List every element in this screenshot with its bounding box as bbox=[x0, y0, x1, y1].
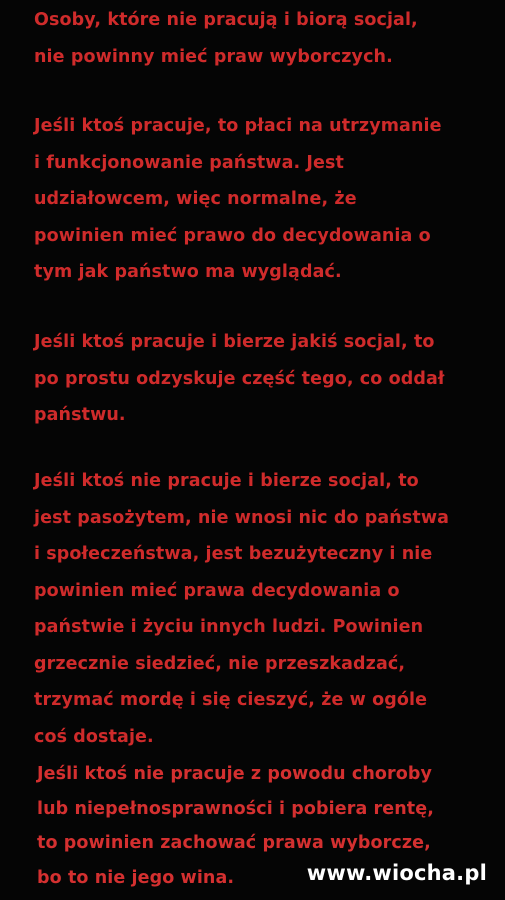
text-line: Jeśli ktoś pracuje, to płaci na utrzymanie bbox=[34, 116, 442, 136]
text-line: Osoby, które nie pracują i biorą socjal, bbox=[34, 10, 418, 30]
text-line: nie powinny mieć praw wyborczych. bbox=[34, 46, 393, 67]
paragraph-not-working-benefits bbox=[34, 463, 449, 755]
text-line: Jeśli ktoś pracuje i bierze jakiś socjal, to bbox=[34, 332, 435, 352]
text-line: udziałowcem, więc normalne, że bbox=[34, 189, 357, 209]
text-line: coś dostaje. bbox=[34, 726, 154, 747]
text-line: i społeczeństwa, jest bezużyteczny i nie bbox=[34, 544, 433, 564]
text-line: po prostu odzyskuje część tego, co oddał bbox=[34, 368, 445, 389]
text-line: jest pasożytem, nie wnosi nic do państwa bbox=[34, 507, 450, 528]
text-line: państwie i życiu innych ludzi. Powinien bbox=[34, 617, 424, 637]
paragraph-intro bbox=[34, 2, 418, 75]
watermark: www.wiocha.pl bbox=[306, 861, 487, 885]
text-line: lub niepełnosprawności i pobiera rentę, bbox=[37, 798, 434, 819]
text-line: powinien mieć prawa decydowania o bbox=[34, 580, 400, 601]
text-line: Jeśli ktoś nie pracuje i bierze socjal, to bbox=[34, 471, 419, 491]
text-line: bo to nie jego wina. bbox=[37, 867, 235, 888]
text-line: i funkcjonowanie państwa. Jest bbox=[34, 152, 344, 173]
text-line: powinien mieć prawo do decydowania o bbox=[34, 225, 431, 246]
text-line: grzecznie siedzieć, nie przeszkadzać, bbox=[34, 653, 406, 674]
text-line: trzymać mordę i się cieszyć, że w ogóle bbox=[34, 690, 428, 710]
text-line: państwu. bbox=[34, 405, 126, 425]
paragraph-working bbox=[34, 108, 442, 291]
text-line: tym jak państwo ma wyglądać. bbox=[34, 262, 342, 282]
text-line: Jeśli ktoś nie pracuje z powodu choroby bbox=[37, 764, 433, 784]
paragraph-working-benefits bbox=[34, 324, 444, 434]
text-line: to powinien zachować prawa wyborcze, bbox=[37, 833, 431, 853]
